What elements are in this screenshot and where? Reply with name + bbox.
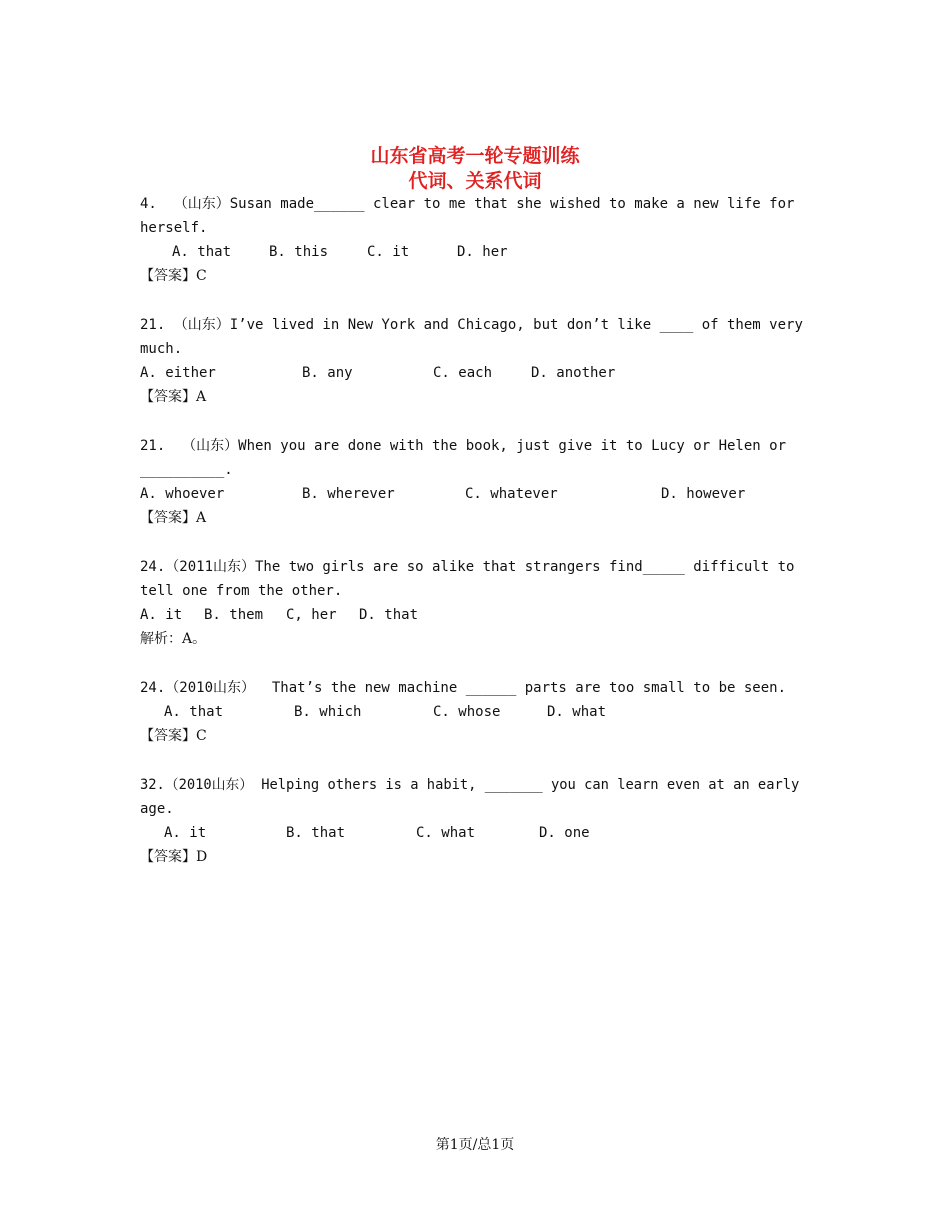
option-c: C. whose: [433, 704, 501, 720]
answer-label: 【答案】D: [140, 849, 208, 865]
question-stem-continued: much.: [140, 341, 183, 357]
option-a: A. whoever: [140, 486, 225, 502]
option-b: B. wherever: [302, 486, 395, 502]
option-c: C. each: [433, 365, 493, 381]
title-line-2: 代词、关系代词: [408, 170, 542, 192]
option-b: B. that: [286, 825, 346, 841]
option-b: B. this: [269, 244, 329, 260]
question-stem-continued: herself.: [140, 220, 208, 236]
question-stem-continued: tell one from the other.: [140, 583, 343, 599]
option-a: A. it: [164, 825, 207, 841]
option-d: D. her: [457, 244, 508, 260]
option-c: C. what: [416, 825, 476, 841]
answer-label: 【答案】A: [140, 389, 207, 405]
option-c: C. it: [367, 244, 410, 260]
option-d: D. another: [531, 365, 616, 381]
option-a: A. either: [140, 365, 216, 381]
option-b: B. any: [302, 365, 353, 381]
answer-label: 【答案】C: [140, 728, 207, 744]
option-c: C, her: [286, 607, 337, 623]
question-stem: 32.（2010山东） Helping others is a habit, _______ you can learn even at an early: [140, 777, 800, 793]
option-b: B. which: [294, 704, 362, 720]
option-d: D. that: [359, 607, 419, 623]
option-b: B. them: [204, 607, 264, 623]
question-stem-continued: __________.: [140, 462, 233, 478]
question-stem: 21. （山东）I’ve lived in New York and Chicago, but don’t like ____ of them very: [140, 317, 803, 333]
option-d: D. what: [547, 704, 607, 720]
title-line-1: 山东省高考一轮专题训练: [370, 145, 580, 167]
option-a: A. that: [164, 704, 224, 720]
option-d: D. one: [539, 825, 590, 841]
question-stem: 24.（2010山东） That’s the new machine ______ parts are too small to be seen.: [140, 680, 787, 696]
option-a: A. it: [140, 607, 183, 623]
answer-label: 解析：A。: [140, 631, 207, 647]
option-d: D. however: [661, 486, 746, 502]
page-number: 第1页/总1页: [435, 1137, 515, 1153]
option-a: A. that: [172, 244, 232, 260]
question-stem-continued: age.: [140, 801, 174, 817]
question-stem: 21. （山东）When you are done with the book, just give it to Lucy or Helen or: [140, 438, 787, 454]
answer-label: 【答案】C: [140, 268, 207, 284]
option-c: C. whatever: [465, 486, 558, 502]
question-stem: 24.（2011山东）The two girls are so alike that strangers find_____ difficult to: [140, 559, 795, 575]
question-stem: 4. （山东）Susan made______ clear to me that she wished to make a new life for: [140, 196, 795, 212]
answer-label: 【答案】A: [140, 510, 207, 526]
